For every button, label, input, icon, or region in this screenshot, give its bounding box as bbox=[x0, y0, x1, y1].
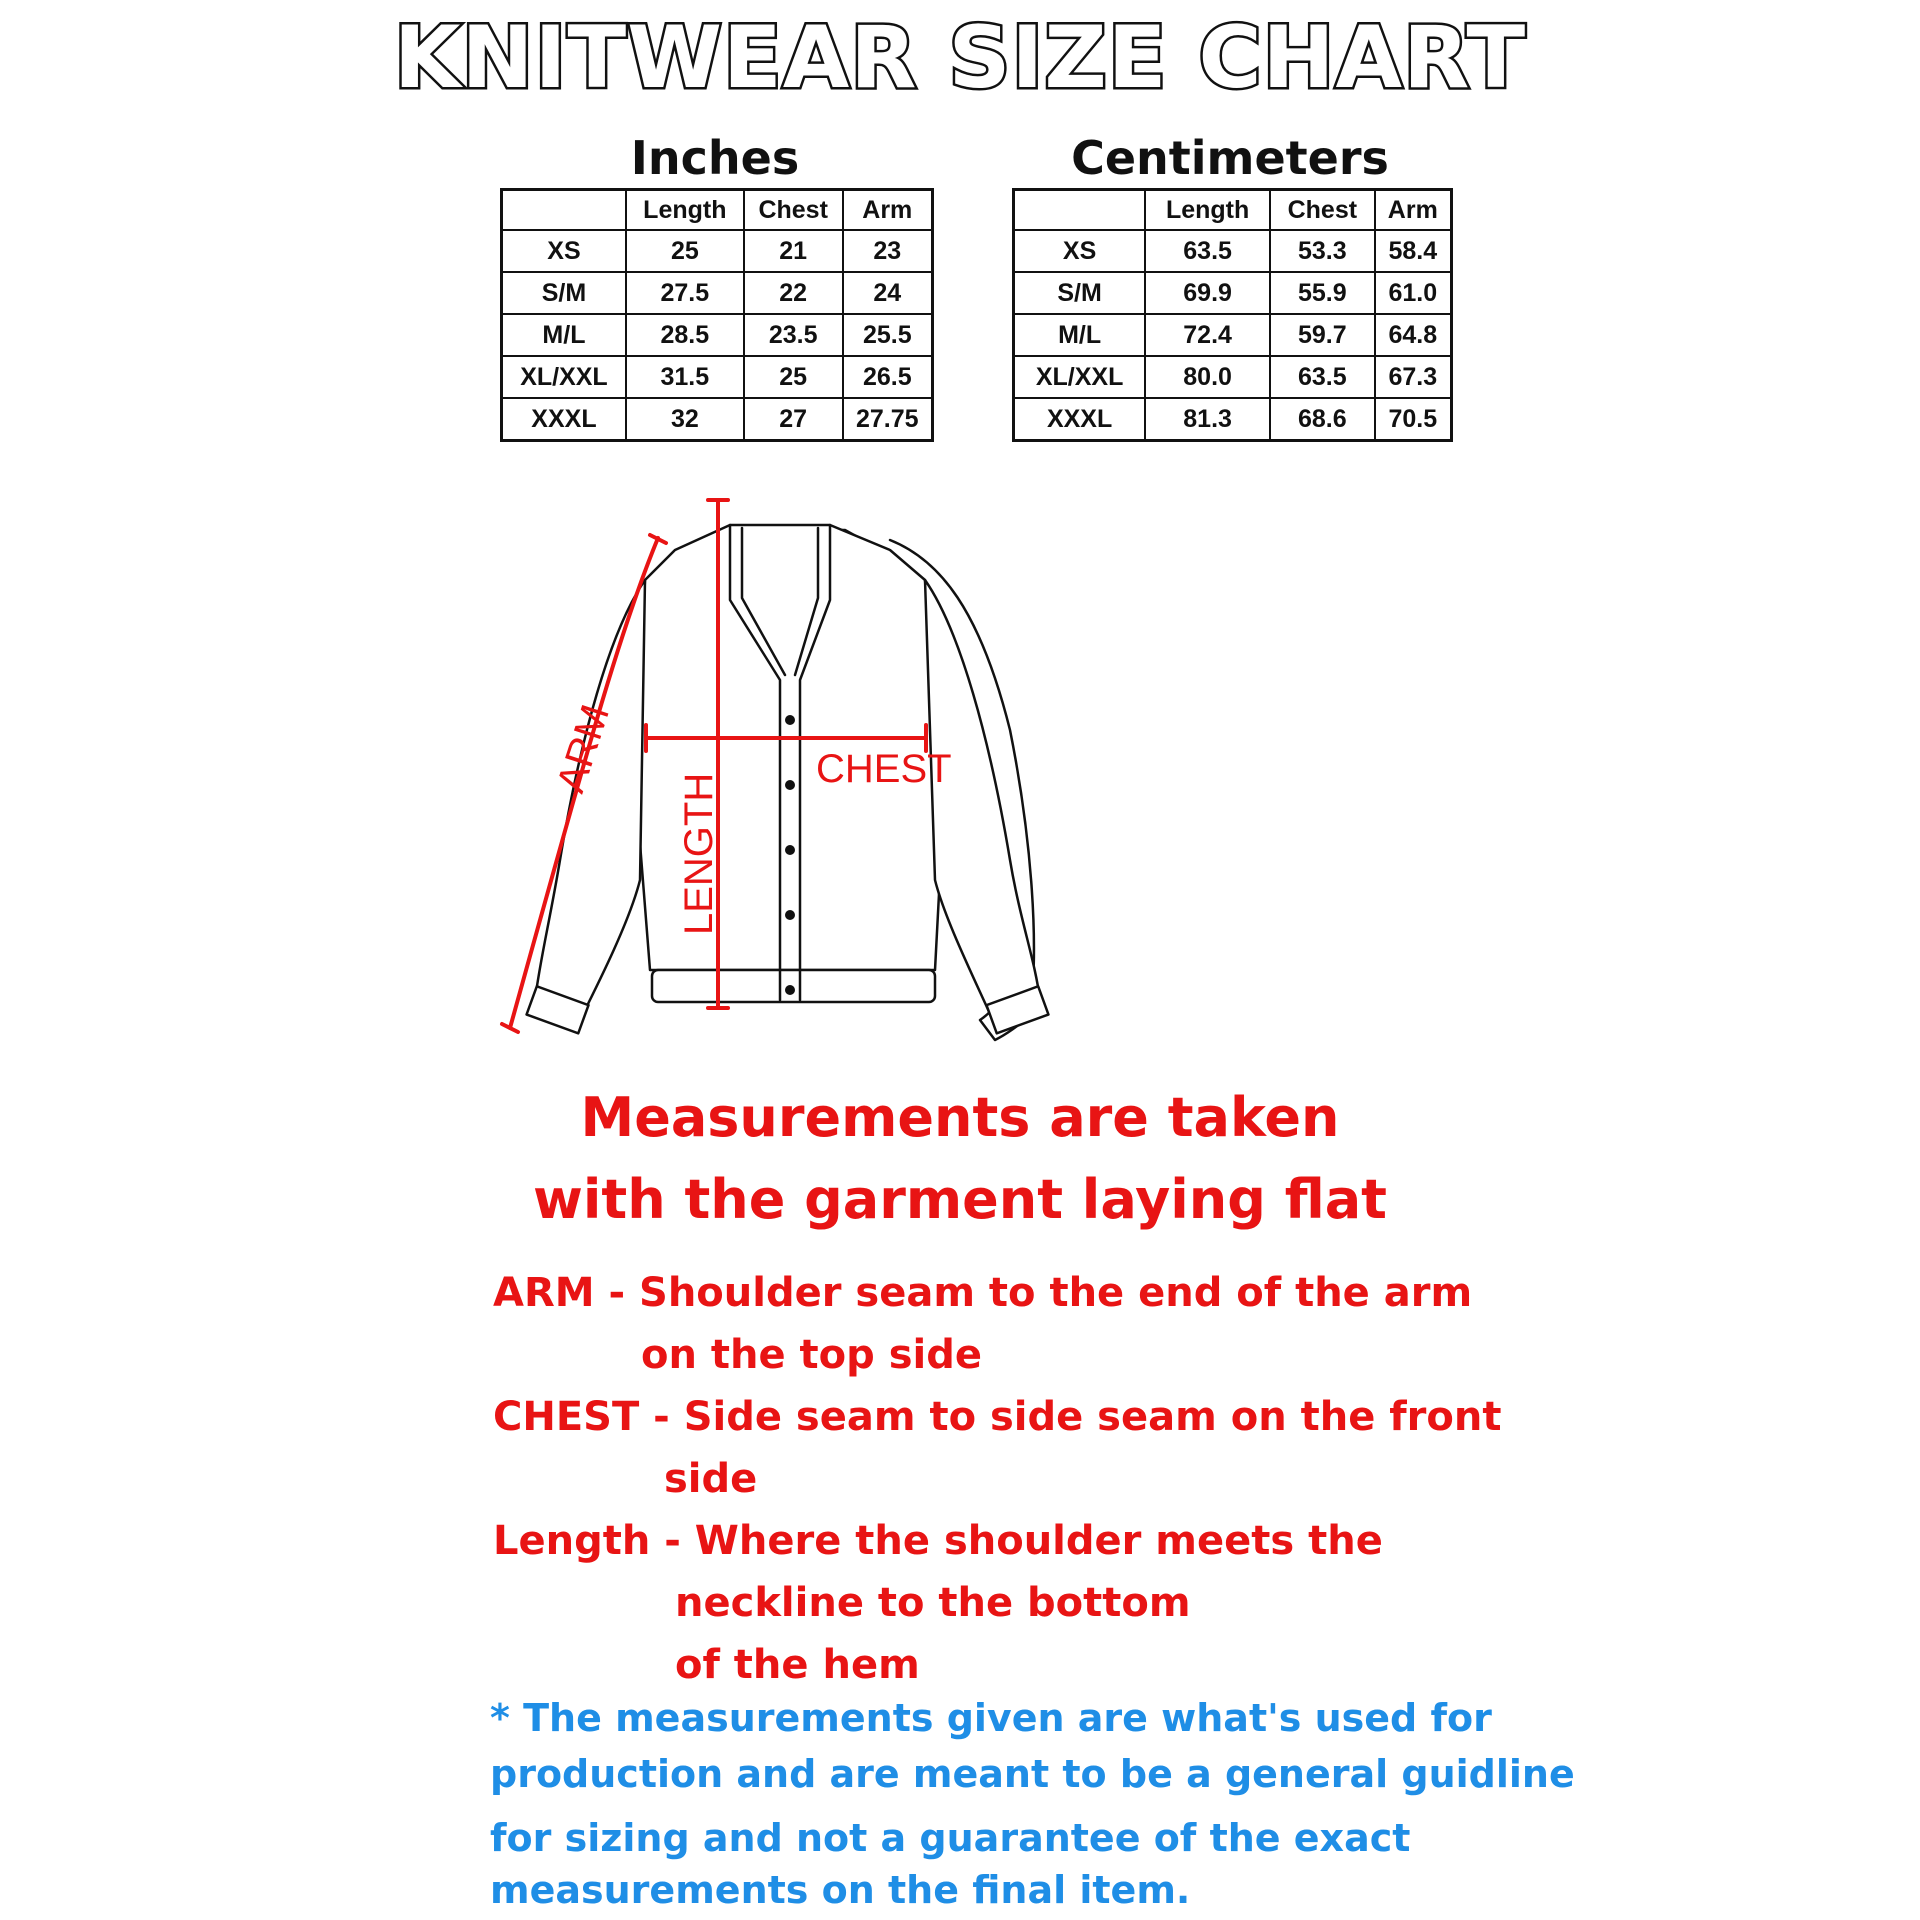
page-title: KNITWEAR SIZE CHART bbox=[393, 8, 1527, 108]
measurement-cell: 27.5 bbox=[626, 272, 744, 314]
measurement-cell: 31.5 bbox=[626, 356, 744, 398]
measurement-cell: 67.3 bbox=[1375, 356, 1452, 398]
table-row bbox=[1014, 314, 1452, 356]
table-column-header: Arm bbox=[843, 190, 933, 231]
note-line2: production and are meant to be a general guidline bbox=[490, 1752, 1575, 1796]
measurement-heading-line2: with the garment laying flat bbox=[533, 1168, 1387, 1231]
measurement-cell: 22 bbox=[744, 272, 843, 314]
size-label-cell: M/L bbox=[502, 314, 626, 356]
table-row bbox=[1014, 398, 1452, 441]
measurement-heading-line1: Measurements are taken bbox=[580, 1086, 1340, 1149]
measurement-cell: 23.5 bbox=[744, 314, 843, 356]
table-corner-cell bbox=[502, 190, 626, 231]
note-line4: measurements on the final item. bbox=[490, 1868, 1191, 1912]
chest-definition-line2: side bbox=[664, 1456, 758, 1502]
measurement-cell: 25 bbox=[626, 230, 744, 272]
table-row bbox=[502, 314, 933, 356]
measurement-cell: 24 bbox=[843, 272, 933, 314]
button-dot bbox=[785, 780, 795, 790]
measurement-cell: 63.5 bbox=[1270, 356, 1375, 398]
measurement-cell: 68.6 bbox=[1270, 398, 1375, 441]
chest-label: CHEST bbox=[816, 747, 952, 791]
length-definition-line2: neckline to the bottom bbox=[675, 1580, 1191, 1626]
measurement-cell: 81.3 bbox=[1145, 398, 1270, 441]
measurement-cell: 64.8 bbox=[1375, 314, 1452, 356]
table-column-header: Arm bbox=[1375, 190, 1452, 231]
size-label-cell: S/M bbox=[1014, 272, 1146, 314]
measurement-cell: 58.4 bbox=[1375, 230, 1452, 272]
cardigan-diagram bbox=[548, 480, 1340, 1080]
table-column-header: Length bbox=[1145, 190, 1270, 231]
table-column-header: Chest bbox=[1270, 190, 1375, 231]
measurement-cell: 59.7 bbox=[1270, 314, 1375, 356]
table-header-row bbox=[1014, 190, 1452, 231]
table-header-row bbox=[502, 190, 933, 231]
centimeters-table-heading: Centimeters bbox=[1071, 131, 1389, 185]
measurement-cell: 21 bbox=[744, 230, 843, 272]
measurement-cell: 80.0 bbox=[1145, 356, 1270, 398]
measurement-cell: 28.5 bbox=[626, 314, 744, 356]
chest-definition-line1: CHEST - Side seam to side seam on the front bbox=[493, 1394, 1502, 1440]
measurement-cell: 69.9 bbox=[1145, 272, 1270, 314]
arm-label: ARM bbox=[548, 699, 619, 798]
measurement-cell: 61.0 bbox=[1375, 272, 1452, 314]
size-label-cell: M/L bbox=[1014, 314, 1146, 356]
table-column-header: Chest bbox=[744, 190, 843, 231]
table-row bbox=[1014, 272, 1452, 314]
size-label-cell: XL/XXL bbox=[502, 356, 626, 398]
size-label-cell: XXXL bbox=[1014, 398, 1146, 441]
measurement-cell: 27.75 bbox=[843, 398, 933, 441]
button-dot bbox=[785, 910, 795, 920]
length-definition-line1: Length - Where the shoulder meets the bbox=[493, 1518, 1383, 1564]
inches-size-table bbox=[500, 188, 934, 442]
measurement-cell: 26.5 bbox=[843, 356, 933, 398]
note-line1: * The measurements given are what's used for bbox=[490, 1696, 1492, 1740]
inches-table-heading: Inches bbox=[630, 131, 800, 185]
table-row bbox=[1014, 356, 1452, 398]
arm-definition-line1: ARM - Shoulder seam to the end of the arm bbox=[493, 1270, 1473, 1316]
measurement-cell: 23 bbox=[843, 230, 933, 272]
measurement-cell: 55.9 bbox=[1270, 272, 1375, 314]
centimeters-size-table bbox=[1012, 188, 1453, 442]
measurement-cell: 27 bbox=[744, 398, 843, 441]
note-line3: for sizing and not a guarantee of the exact bbox=[490, 1816, 1411, 1860]
measurement-cell: 25.5 bbox=[843, 314, 933, 356]
button-dot bbox=[785, 845, 795, 855]
button-dot bbox=[785, 985, 795, 995]
table-row bbox=[1014, 230, 1452, 272]
measurement-cell: 63.5 bbox=[1145, 230, 1270, 272]
measurement-cell: 72.4 bbox=[1145, 314, 1270, 356]
table-row bbox=[502, 356, 933, 398]
size-label-cell: XS bbox=[1014, 230, 1146, 272]
table-row bbox=[502, 230, 933, 272]
length-definition-line3: of the hem bbox=[675, 1642, 920, 1688]
size-label-cell: S/M bbox=[502, 272, 626, 314]
table-row bbox=[502, 398, 933, 441]
measurement-cell: 70.5 bbox=[1375, 398, 1452, 441]
measurement-cell: 25 bbox=[744, 356, 843, 398]
length-label: LENGTH bbox=[677, 772, 721, 935]
table-corner-cell bbox=[1014, 190, 1146, 231]
size-label-cell: XL/XXL bbox=[1014, 356, 1146, 398]
measurement-cell: 53.3 bbox=[1270, 230, 1375, 272]
arm-definition-line2: on the top side bbox=[641, 1332, 982, 1378]
size-label-cell: XXXL bbox=[502, 398, 626, 441]
measurement-cell: 32 bbox=[626, 398, 744, 441]
size-label-cell: XS bbox=[502, 230, 626, 272]
table-row bbox=[502, 272, 933, 314]
table-column-header: Length bbox=[626, 190, 744, 231]
button-dot bbox=[785, 715, 795, 725]
